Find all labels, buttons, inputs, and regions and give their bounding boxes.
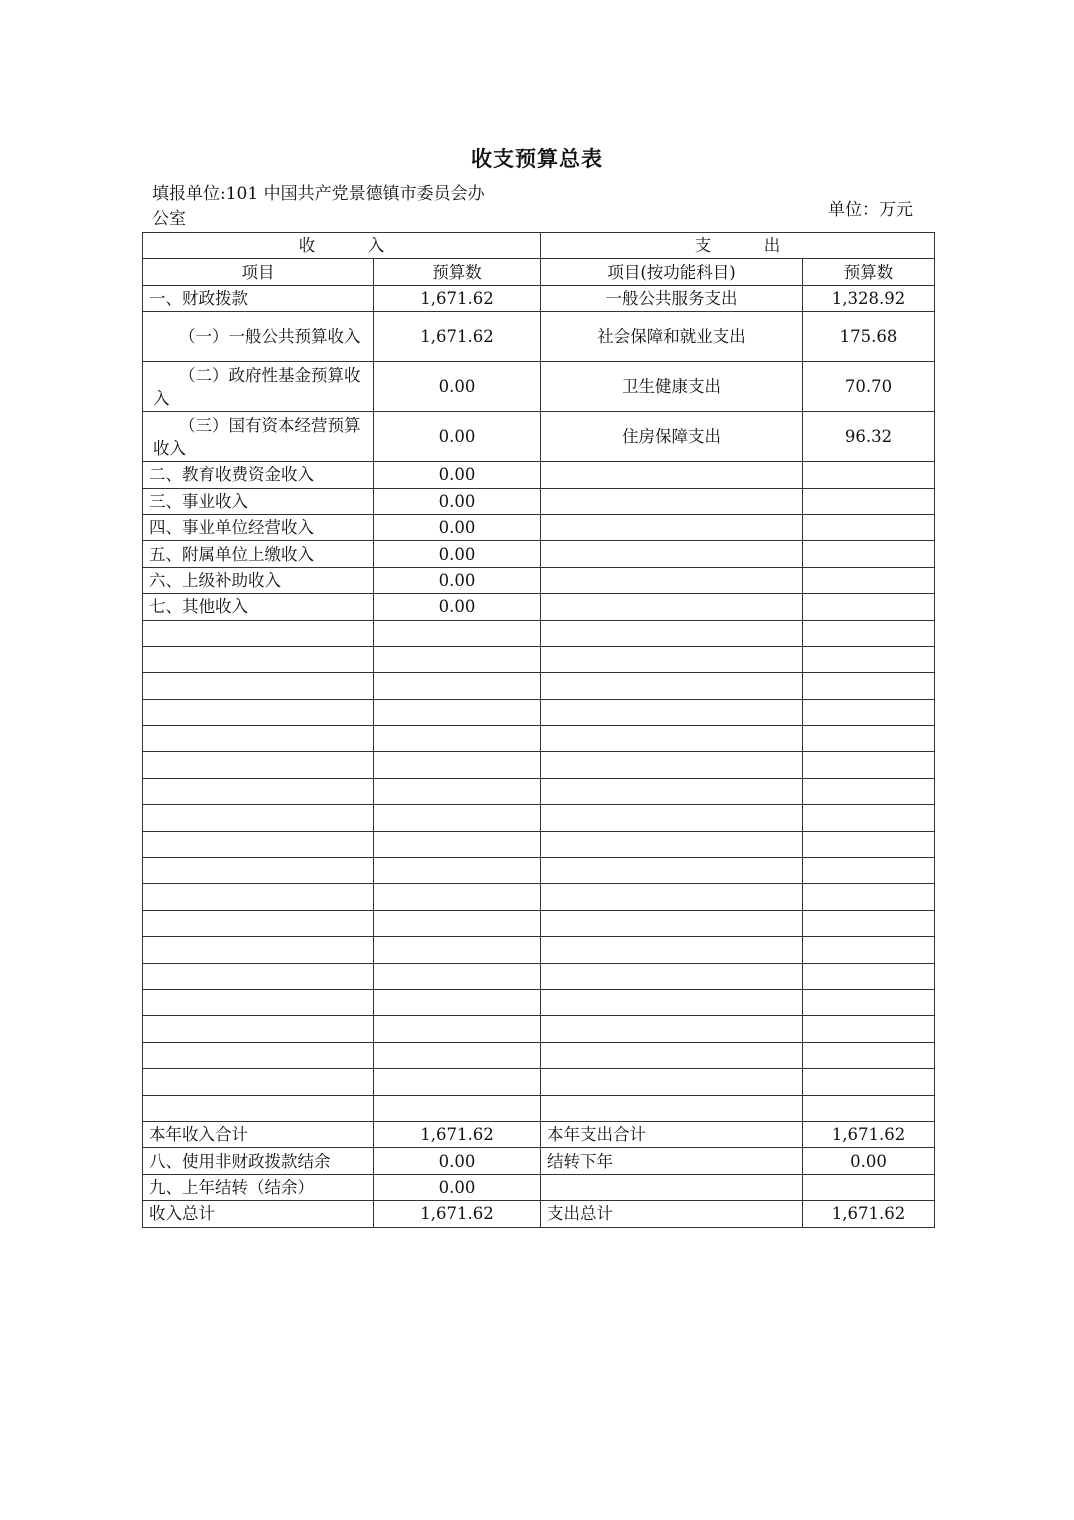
income-grand-total-label: 收入总计 <box>143 1201 374 1227</box>
empty-cell <box>374 1069 541 1095</box>
empty-cell <box>143 937 374 963</box>
empty-cell <box>374 1042 541 1068</box>
income-section-label: 收 入 <box>298 236 385 256</box>
table-row <box>143 362 935 412</box>
income-item: 五、附属单位上缴收入 <box>143 541 374 567</box>
header-row-sections <box>143 233 935 259</box>
table-row <box>143 312 935 362</box>
expense-total-value <box>803 1174 935 1200</box>
income-value: 1,671.62 <box>374 285 541 311</box>
currency-unit: 单位：万元 <box>828 200 913 220</box>
table-row <box>143 412 935 462</box>
reporting-unit <box>152 182 542 232</box>
expense-item <box>541 462 803 488</box>
empty-cell <box>541 646 803 672</box>
expense-value: 70.70 <box>803 362 935 412</box>
empty-cell <box>803 752 935 778</box>
empty-row <box>143 1069 935 1095</box>
empty-cell <box>803 910 935 936</box>
empty-row <box>143 858 935 884</box>
empty-cell <box>374 884 541 910</box>
empty-cell <box>143 752 374 778</box>
reporting-unit-line2: 公室 <box>152 209 186 229</box>
empty-cell <box>374 989 541 1015</box>
empty-row <box>143 910 935 936</box>
empty-cell <box>374 805 541 831</box>
empty-cell <box>803 1095 935 1121</box>
empty-cell <box>374 699 541 725</box>
total-row <box>143 1201 935 1227</box>
empty-cell <box>374 646 541 672</box>
empty-cell <box>374 831 541 857</box>
income-item: 七、其他收入 <box>143 594 374 620</box>
empty-row <box>143 620 935 646</box>
expense-value: 96.32 <box>803 412 935 462</box>
table-row <box>143 567 935 593</box>
income-value: 0.00 <box>374 541 541 567</box>
table-row <box>143 514 935 540</box>
empty-row <box>143 752 935 778</box>
income-value: 0.00 <box>374 462 541 488</box>
empty-cell <box>374 620 541 646</box>
empty-cell <box>803 989 935 1015</box>
empty-cell <box>803 778 935 804</box>
page-title: 收支预算总表 <box>471 146 603 171</box>
expense-value: 1,328.92 <box>803 285 935 311</box>
empty-cell <box>541 937 803 963</box>
empty-cell <box>541 910 803 936</box>
expense-total-value: 0.00 <box>803 1148 935 1174</box>
empty-cell <box>541 1042 803 1068</box>
column-header-income-item: 项目 <box>143 259 374 285</box>
expense-grand-total-label: 支出总计 <box>541 1201 803 1227</box>
empty-cell <box>374 910 541 936</box>
income-value: 0.00 <box>374 362 541 412</box>
empty-row <box>143 778 935 804</box>
expense-value <box>803 541 935 567</box>
expense-item <box>541 567 803 593</box>
empty-cell <box>803 1042 935 1068</box>
income-item: 二、教育收费资金收入 <box>143 462 374 488</box>
empty-cell <box>803 699 935 725</box>
empty-cell <box>541 752 803 778</box>
income-total-label: 本年收入合计 <box>143 1121 374 1147</box>
empty-cell <box>541 805 803 831</box>
empty-cell <box>803 937 935 963</box>
empty-cell <box>803 831 935 857</box>
empty-cell <box>143 1095 374 1121</box>
income-total-value: 1,671.62 <box>374 1121 541 1147</box>
expense-value: 175.68 <box>803 312 935 362</box>
empty-cell <box>143 805 374 831</box>
expense-value <box>803 488 935 514</box>
empty-cell <box>143 884 374 910</box>
empty-cell <box>541 673 803 699</box>
empty-cell <box>803 1069 935 1095</box>
empty-cell <box>374 1016 541 1042</box>
expense-value <box>803 567 935 593</box>
empty-cell <box>143 673 374 699</box>
total-row <box>143 1174 935 1200</box>
income-value: 0.00 <box>374 412 541 462</box>
empty-row <box>143 937 935 963</box>
empty-cell <box>541 884 803 910</box>
income-item: 三、事业收入 <box>143 488 374 514</box>
empty-cell <box>374 1095 541 1121</box>
empty-cell <box>374 858 541 884</box>
income-value: 1,671.62 <box>374 312 541 362</box>
empty-row <box>143 1016 935 1042</box>
expense-total-label: 本年支出合计 <box>541 1121 803 1147</box>
expense-section-label: 支 出 <box>694 236 781 256</box>
empty-cell <box>541 778 803 804</box>
empty-row <box>143 699 935 725</box>
expense-item: 卫生健康支出 <box>541 362 803 412</box>
empty-cell <box>143 1069 374 1095</box>
empty-cell <box>803 646 935 672</box>
expense-total-label <box>541 1174 803 1200</box>
empty-cell <box>374 726 541 752</box>
expense-item <box>541 594 803 620</box>
empty-cell <box>143 1016 374 1042</box>
income-grand-total-value: 1,671.62 <box>374 1201 541 1227</box>
empty-cell <box>803 858 935 884</box>
income-value: 0.00 <box>374 488 541 514</box>
income-value: 0.00 <box>374 594 541 620</box>
empty-cell <box>143 1042 374 1068</box>
empty-cell <box>143 831 374 857</box>
income-value: 0.00 <box>374 567 541 593</box>
empty-cell <box>541 989 803 1015</box>
empty-cell <box>541 963 803 989</box>
empty-cell <box>374 752 541 778</box>
expense-item: 社会保障和就业支出 <box>541 312 803 362</box>
table-row <box>143 488 935 514</box>
income-total-value: 0.00 <box>374 1174 541 1200</box>
empty-cell <box>541 858 803 884</box>
empty-cell <box>541 1095 803 1121</box>
income-total-value: 0.00 <box>374 1148 541 1174</box>
expense-item: 住房保障支出 <box>541 412 803 462</box>
empty-cell <box>143 699 374 725</box>
empty-row <box>143 963 935 989</box>
empty-cell <box>374 778 541 804</box>
empty-cell <box>374 963 541 989</box>
column-header-expense-budget: 预算数 <box>803 259 935 285</box>
empty-row <box>143 989 935 1015</box>
expense-value <box>803 514 935 540</box>
income-value: 0.00 <box>374 514 541 540</box>
total-row <box>143 1148 935 1174</box>
income-item: （三）国有资本经营预算收入 <box>143 412 374 462</box>
column-header-expense-item: 项目(按功能科目) <box>541 259 803 285</box>
empty-cell <box>374 673 541 699</box>
empty-cell <box>803 673 935 699</box>
empty-cell <box>803 726 935 752</box>
empty-cell <box>803 884 935 910</box>
empty-cell <box>541 620 803 646</box>
expense-total-value: 1,671.62 <box>803 1121 935 1147</box>
empty-row <box>143 1042 935 1068</box>
empty-row <box>143 1095 935 1121</box>
empty-cell <box>143 646 374 672</box>
income-item: （一）一般公共预算收入 <box>143 312 374 362</box>
empty-cell <box>541 1016 803 1042</box>
empty-cell <box>374 937 541 963</box>
expense-value <box>803 594 935 620</box>
table-row <box>143 285 935 311</box>
empty-cell <box>541 1069 803 1095</box>
empty-cell <box>803 1016 935 1042</box>
table-row <box>143 541 935 567</box>
table-row <box>143 594 935 620</box>
budget-table <box>142 232 935 1228</box>
income-section-header <box>143 233 541 259</box>
expense-item <box>541 541 803 567</box>
empty-row <box>143 805 935 831</box>
empty-cell <box>143 778 374 804</box>
empty-cell <box>143 963 374 989</box>
empty-cell <box>803 963 935 989</box>
income-item: （二）政府性基金预算收入 <box>143 362 374 412</box>
empty-cell <box>803 620 935 646</box>
empty-cell <box>541 831 803 857</box>
empty-row <box>143 726 935 752</box>
expense-value <box>803 462 935 488</box>
expense-item <box>541 488 803 514</box>
empty-row <box>143 673 935 699</box>
empty-cell <box>143 726 374 752</box>
empty-cell <box>143 620 374 646</box>
empty-row <box>143 831 935 857</box>
expense-total-label: 结转下年 <box>541 1148 803 1174</box>
empty-cell <box>143 989 374 1015</box>
income-item: 四、事业单位经营收入 <box>143 514 374 540</box>
header-row-columns <box>143 259 935 285</box>
income-item: 六、上级补助收入 <box>143 567 374 593</box>
expense-item: 一般公共服务支出 <box>541 285 803 311</box>
income-total-label: 九、上年结转（结余） <box>143 1174 374 1200</box>
empty-cell <box>541 726 803 752</box>
empty-cell <box>803 805 935 831</box>
empty-cell <box>143 910 374 936</box>
empty-row <box>143 884 935 910</box>
column-header-income-budget: 预算数 <box>374 259 541 285</box>
empty-cell <box>541 699 803 725</box>
total-row <box>143 1121 935 1147</box>
expense-grand-total-value: 1,671.62 <box>803 1201 935 1227</box>
expense-section-header <box>541 233 935 259</box>
reporting-unit-line1: 填报单位:101 中国共产党景德镇市委员会办 <box>152 184 485 204</box>
empty-cell <box>143 858 374 884</box>
table-row <box>143 462 935 488</box>
income-item: 一、财政拨款 <box>143 285 374 311</box>
expense-item <box>541 514 803 540</box>
empty-row <box>143 646 935 672</box>
income-total-label: 八、使用非财政拨款结余 <box>143 1148 374 1174</box>
